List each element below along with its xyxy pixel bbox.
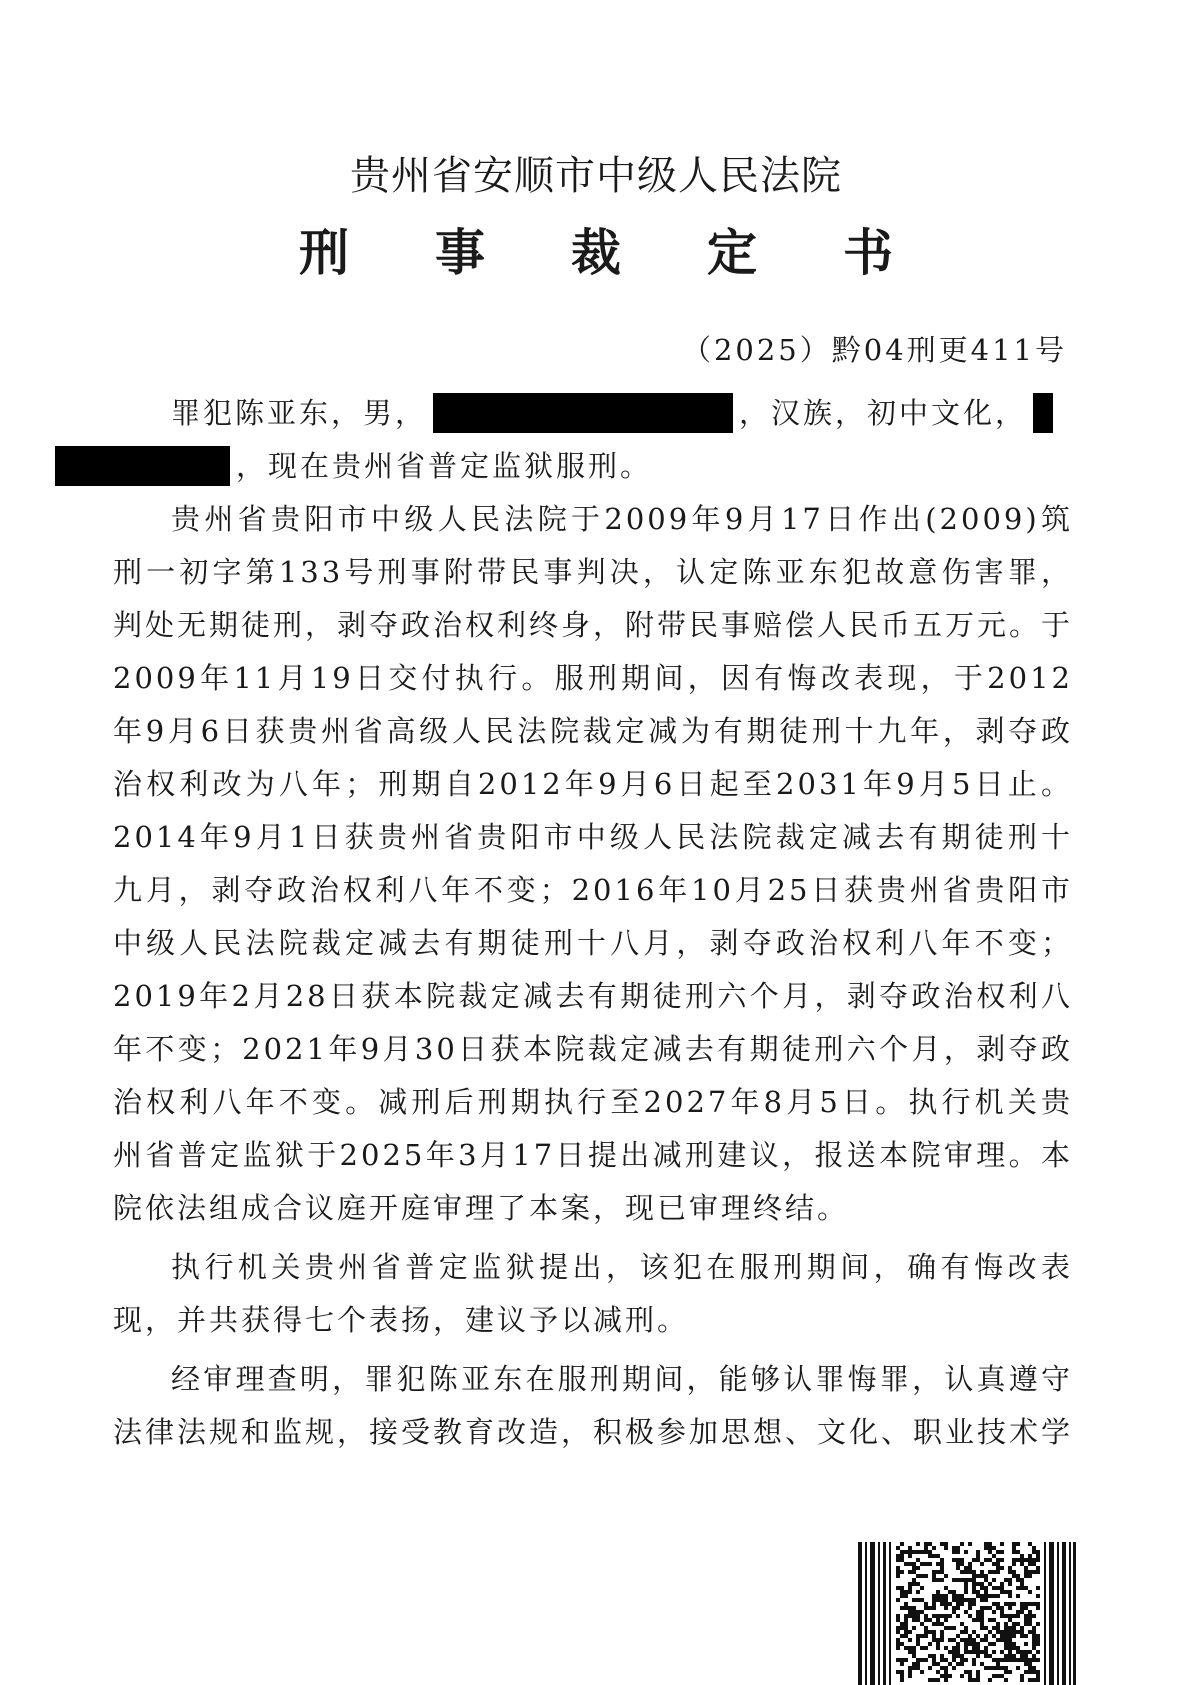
redaction-block <box>1033 393 1053 433</box>
redaction-block <box>433 393 733 433</box>
document-body <box>113 387 1073 1459</box>
paragraph-case-history: 贵州省贵阳市中级人民法院于2009年9月17日作出(2009)筑刑一初字第133号刑事附带民事判决，认定陈亚东犯故意伤害罪，判处无期徒刑，剥夺政治权利终身，附带民事赔偿人民币五万元。于2009年11月19日交付执行。服刑期间，因有悔改表现，于2012年9月6日获贵州省高级人民法院裁定减为有期徒刑十九年，剥夺政治权利改为八年；刑期自2012年9月6日起至2031年9月5日止。2014年9月1日获贵州省贵阳市中级人民法院裁定减去有期徒刑十九月，剥夺政治权利八年不变；2016年10月25日获贵州省贵阳市中级人民法院裁定减去有期徒刑十八月，剥夺政治权利八年不变；2019年2月28日获本院裁定减去有期徒刑六个月，剥夺政治权利八年不变；2021年9月30日获本院裁定减去有期徒刑六个月，剥夺政治权利八年不变。减刑后刑期执行至2027年8月5日。执行机关贵州省普定监狱于2025年3月17日提出减刑建议，报送本院审理。本院依法组成合议庭开庭审理了本案，现已审理终结。 <box>113 502 1074 1225</box>
defendant-details: ，汉族，初中文化， <box>739 396 1028 430</box>
barcode-image <box>858 1542 1076 1685</box>
paragraph-defendant-info <box>113 387 1073 493</box>
defendant-location: ，现在贵州省普定监狱服刑。 <box>236 449 653 483</box>
case-number: （2025）黔04刑更411号 <box>681 333 1067 367</box>
paragraph-prison-proposal: 执行机关贵州省普定监狱提出，该犯在服刑期间，确有悔改表现，并共获得七个表扬，建议予以减刑。 <box>113 1250 1073 1337</box>
document-title: 刑事裁定书 <box>299 223 979 282</box>
redaction-block <box>55 446 230 486</box>
paragraph-findings: 经审理查明，罪犯陈亚东在服刑期间，能够认罪悔罪，认真遵守法律法规和监规，接受教育改造，积极参加思想、文化、职业技术学 <box>113 1362 1074 1449</box>
defendant-intro: 罪犯陈亚东，男， <box>171 396 428 430</box>
court-name: 贵州省安顺市中级人民法院 <box>350 153 842 199</box>
